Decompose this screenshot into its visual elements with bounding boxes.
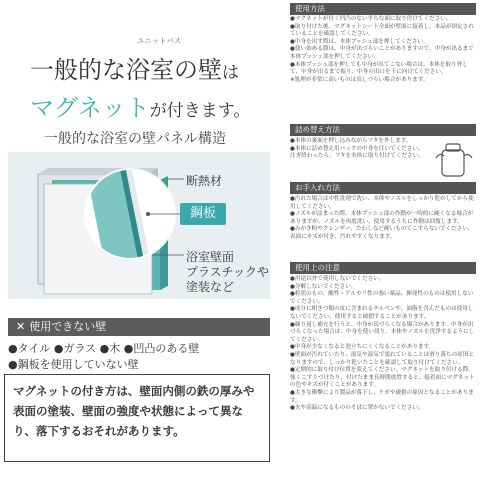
headline-line-2-rest: が付きます。	[149, 101, 251, 121]
x-icon: ✕	[16, 320, 26, 333]
caution-item: ●成分に柑きつ類の皮に含まれるテルペンや、油脂を含んだものは使用しないでください。使用すると破損することがあります。	[290, 306, 474, 320]
caution-list	[290, 276, 476, 413]
headline-line-1-main: 一般的な浴室の壁	[30, 56, 222, 84]
caution-item: ●定期的に取り付け位置を変えてください。マグネットを取り付ける際、強くこすりつけたり、付けたまま長時間放置すると、接着面にマグネットの色やキズが付くことがあります。	[290, 367, 475, 389]
diagram-title: 一般的な浴室の壁パネル構造	[44, 131, 226, 147]
usage-item: ●本体プッシュ部を押しても中身が出てこない場合は、本体を取り外して、中身が出るまで振り、中身の出口を下に向けてください。	[290, 61, 468, 76]
label-steel-plate: 鋼板	[180, 203, 226, 225]
refill-list	[290, 138, 428, 161]
care-item: ●汚れた場合は中性洗剤で洗い、本体やノズルをしっかり乾かしてから使用してください。	[290, 196, 474, 210]
caution-item: ●繰り返し補充を行うと、中身が出づらくなる場合があります。中身が出づらくなった場合は、中身を使い切り、本体やノズルを洗浄するようにしてください。	[290, 321, 475, 343]
usage-header: 使用方法	[290, 3, 476, 15]
headline-accent-magnet: マグネット	[30, 94, 150, 122]
care-header: お手入れ方法	[290, 182, 476, 194]
label-coating: 塗装など	[186, 280, 235, 294]
headline-line-1	[30, 50, 239, 85]
label-plastic: プラスチックや	[186, 265, 270, 279]
refill-item: ●本体に詰め替え用パックの中身を注いでください。注ぎ終わったら、フタを本体に取り付けてください。	[290, 145, 424, 160]
cannot-use-title: 使用できない壁	[29, 320, 107, 333]
headline-line-1-particle: は	[222, 63, 239, 83]
usage-item: ●取り付けた後、マグネットシート全面が壁面に接着し、本品が固定されていることを確認してください。	[290, 23, 474, 38]
furigana-ruby: ユニットバス	[137, 37, 182, 45]
usage-item: ●使い始める際は、中身が出づらいことがありますので、中身が出るまで本体プッシュ部を押してください。	[290, 46, 474, 60]
headline-line-2	[30, 88, 250, 123]
caution-item: ●中身が少なくなると泡立ちにくくなることがあります。	[290, 344, 435, 351]
usage-list	[290, 16, 476, 84]
care-item: ●みがき粉やクレンザー、たわしなど硬いものでこすらないでください。表面にキズが付き、汚れやすくなります。	[290, 226, 474, 240]
label-insulation: 断熱材	[186, 174, 223, 188]
refill-item: ●本体の裏面を押し込みながらフタを外します。	[290, 138, 412, 144]
magnet-notice: マグネットの付き方は、壁面内側の鉄の厚みや表面の塗装、壁面の強度や状態によって異なり、落下するおそれがあります。	[4, 374, 270, 462]
cannot-use-row-1: ●タイル ●ガラス ●木 ●凹凸のある壁	[8, 342, 200, 355]
usage-item: ※処理が非常に高いものは出しづらい場合があります。	[290, 76, 429, 83]
care-item: ●ノズルが詰まった際、本体プッシュ部の作動が一時的に硬くなる場合がありますが、ノズルを再度洗い、使用するうちに作動は回復します。	[290, 211, 474, 225]
caution-item: ●分解しないでください。	[290, 283, 357, 290]
cannot-use-header	[8, 318, 270, 336]
caution-item: ●壁面が汚れていたり、湿気や湿気で濡れていることは滑り落ちの原因となりますので、しっかり乾いたことを確認して取り付けてください。	[290, 351, 474, 366]
caution-header: 使用上の注意	[290, 262, 476, 274]
refill-header: 詰め替え方法	[290, 124, 476, 136]
usage-item: ●中身を出す際は、本体プッシュ部を押してください。	[290, 38, 429, 45]
refill-illustration-icon	[432, 140, 476, 184]
usage-item: ●マグネットが付く凹凸のない平らな面に取り付けてください。	[290, 16, 452, 22]
label-bath-wall: 浴室壁面	[186, 250, 235, 264]
caution-item: ●粒状のもの、酸性・アルカリ性の強い薬品、揮発性のものは使用しないでください。	[290, 291, 474, 305]
caution-item: ●大きな衝撃により製品が落下し、ケガや破損の原因となることがあります。	[290, 389, 474, 404]
caution-item: ●用途以外で使用しないでください。	[290, 276, 385, 282]
cannot-use-row-2: ●鋼板を使用していない壁	[8, 358, 139, 371]
care-list	[290, 196, 476, 242]
caution-item: ●火や高温になるもののそばに置かないでください。	[290, 405, 424, 412]
